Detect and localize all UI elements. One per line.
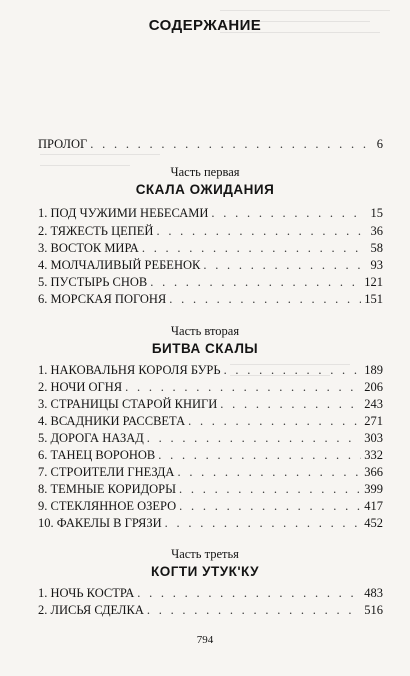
toc-entry-label: 7. СТРОИТЕЛИ ГНЕЗДА	[38, 465, 175, 479]
toc-entry-page: 189	[364, 363, 383, 377]
toc-entry[interactable]	[38, 397, 383, 413]
toc-entry-page: 58	[370, 241, 383, 255]
toc-entry-page: 366	[364, 465, 383, 479]
toc-entry-label: 8. ТЕМНЫЕ КОРИДОРЫ	[38, 482, 177, 496]
toc-entry-label: 4. МОЛЧАЛИВЫЙ РЕБЕНОК	[38, 258, 201, 272]
dot-leader	[125, 380, 361, 395]
dot-leader	[137, 586, 361, 601]
toc-entry-page: 15	[370, 206, 383, 220]
toc-entry-page: 417	[364, 499, 383, 513]
toc-entry[interactable]	[38, 224, 383, 240]
dot-leader	[188, 414, 361, 429]
toc-entry[interactable]	[38, 603, 383, 619]
toc-entry-label: 2. ТЯЖЕСТЬ ЦЕПЕЙ	[38, 224, 154, 238]
toc-entry-page: 6	[376, 137, 383, 151]
toc-entry-label: 5. ПУСТЫРЬ СНОВ	[38, 275, 148, 289]
toc-entry[interactable]	[38, 241, 383, 257]
dot-leader	[90, 137, 366, 152]
toc-entry-page: 332	[364, 448, 383, 462]
contents-title: СОДЕРЖАНИЕ	[148, 17, 262, 34]
dot-leader	[147, 431, 361, 446]
toc-entry[interactable]	[38, 380, 383, 396]
toc-entry[interactable]	[38, 292, 383, 308]
part-label: Часть вторая	[170, 324, 240, 338]
toc-entry-label: 2. НОЧИ ОГНЯ	[38, 380, 123, 394]
toc-entry-label: 1. ПОД ЧУЖИМИ НЕБЕСАМИ	[38, 206, 209, 220]
part-label: Часть первая	[170, 165, 240, 179]
dot-leader	[165, 516, 362, 531]
dot-leader	[142, 241, 366, 256]
toc-entry-page: 36	[370, 224, 383, 238]
toc-entry[interactable]	[38, 258, 383, 274]
toc-entry-label: 5. ДОРОГА НАЗАД	[38, 431, 144, 445]
toc-entry-page: 516	[364, 603, 383, 617]
toc-entry-label: 6. ТАНЕЦ ВОРОНОВ	[38, 448, 156, 462]
part-title: СКАЛА ОЖИДАНИЯ	[135, 182, 275, 197]
toc-entry-page: 243	[364, 397, 383, 411]
toc-entry[interactable]	[38, 516, 383, 532]
toc-entry-prologue[interactable]	[38, 137, 383, 153]
toc-entry-label: 9. СТЕКЛЯННОЕ ОЗЕРО	[38, 499, 177, 513]
toc-entry-label: 6. МОРСКАЯ ПОГОНЯ	[38, 292, 167, 306]
toc-entry[interactable]	[38, 465, 383, 481]
dot-leader	[224, 363, 362, 378]
toc-entry-label: 2. ЛИСЬЯ СДЕЛКА	[38, 603, 144, 617]
toc-entry-page: 93	[370, 258, 383, 272]
toc-entry-label: ПРОЛОГ	[38, 137, 88, 151]
toc-entry-page: 452	[364, 516, 383, 530]
toc-entry-page: 271	[364, 414, 383, 428]
toc-entry[interactable]	[38, 586, 383, 602]
toc-entry-page: 399	[364, 482, 383, 496]
toc-entry[interactable]	[38, 499, 383, 515]
dot-leader	[203, 258, 366, 273]
toc-entry-page: 303	[364, 431, 383, 445]
toc-entry-label: 3. ВОСТОК МИРА	[38, 241, 139, 255]
dot-leader	[156, 224, 366, 239]
dot-leader	[177, 465, 361, 480]
toc-entry[interactable]	[38, 363, 383, 379]
toc-entry-label: 1. НАКОВАЛЬНЯ КОРОЛЯ БУРЬ	[38, 363, 221, 377]
dot-leader	[220, 397, 361, 412]
toc-entry[interactable]	[38, 431, 383, 447]
dot-leader	[150, 275, 361, 290]
toc-entry-page: 151	[364, 292, 383, 306]
toc-entry-label: 1. НОЧЬ КОСТРА	[38, 586, 135, 600]
toc-entry-page: 483	[364, 586, 383, 600]
toc-entry[interactable]	[38, 275, 383, 291]
toc-entry[interactable]	[38, 206, 383, 222]
toc-entry-label: 4. ВСАДНИКИ РАССВЕТА	[38, 414, 186, 428]
dot-leader	[158, 448, 361, 463]
dot-leader	[147, 603, 361, 618]
toc-entry[interactable]	[38, 414, 383, 430]
toc-entry[interactable]	[38, 448, 383, 464]
part-title: КОГТИ УТУК'КУ	[150, 564, 260, 579]
page-number: 794	[196, 634, 214, 646]
toc-entry-page: 121	[364, 275, 383, 289]
part-title: БИТВА СКАЛЫ	[151, 341, 259, 356]
dot-leader	[211, 206, 366, 221]
toc-entry-page: 206	[364, 380, 383, 394]
toc-entry-label: 10. ФАКЕЛЫ В ГРЯЗИ	[38, 516, 162, 530]
dot-leader	[179, 482, 361, 497]
part-label: Часть третья	[171, 547, 239, 561]
toc-entry-label: 3. СТРАНИЦЫ СТАРОЙ КНИГИ	[38, 397, 218, 411]
toc-entry[interactable]	[38, 482, 383, 498]
dot-leader	[169, 292, 361, 307]
dot-leader	[179, 499, 361, 514]
